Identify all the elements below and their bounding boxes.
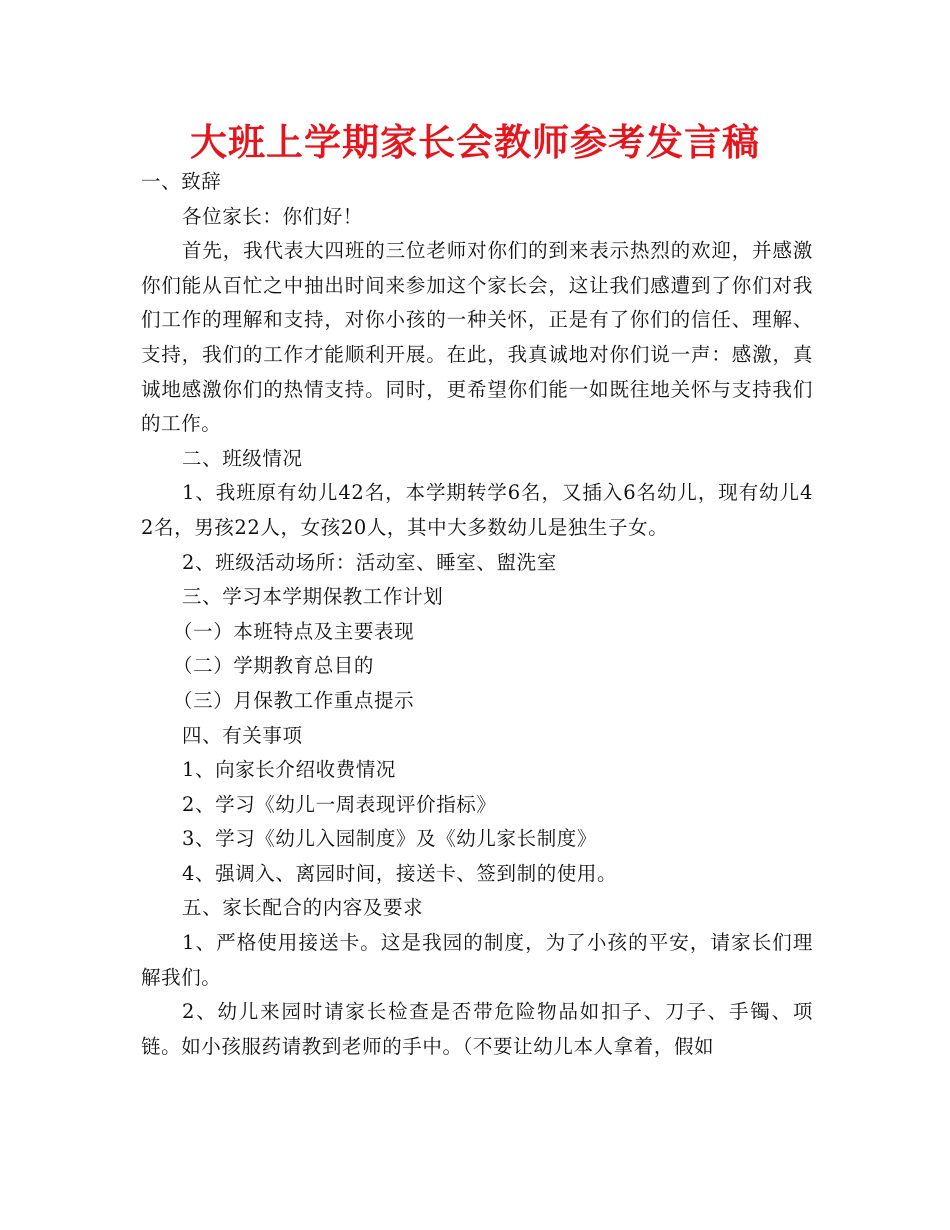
plan-item-2: （二）学期教育总目的 xyxy=(173,654,375,678)
matters-item-4: 4、强调入、离园时间，接送卡、签到制的使用。 xyxy=(182,861,618,885)
section-heading-class-info: 二、班级情况 xyxy=(182,446,303,470)
section-heading-greeting: 一、致辞 xyxy=(141,170,222,193)
class-info-item-1: 1、我班原有幼儿42名，本学期转学6名，又插入6名幼儿，现有幼儿42名，男孩22人，女孩20人，其中大多数幼儿是独生子女。 xyxy=(141,481,813,539)
matters-item-1: 1、向家长介绍收费情况 xyxy=(182,758,397,782)
class-info-item-2: 2、班级活动场所：活动室、睡室、盥洗室 xyxy=(182,550,557,574)
section-heading-cooperation: 五、家长配合的内容及要求 xyxy=(182,896,424,920)
plan-item-1: （一）本班特点及主要表现 xyxy=(173,619,415,643)
plan-item-3: （三）月保教工作重点提示 xyxy=(173,688,415,712)
opening-paragraph: 首先，我代表大四班的三位老师对你们的到来表示热烈的欢迎，并感激你们能从百忙之中抽出时间来参加这个家长会，这让我们感遭到了你们对我们工作的理解和支持，对你小孩的一种关怀，正是有了你们的信任、理解、支持，我们的工作才能顺利开展。在此，我真诚地对你们说一声：感激，真诚地感激你们的热情支持。同时，更希望你们能一如既往地关怀与支持我们的工作。 xyxy=(141,239,813,436)
document-body xyxy=(141,165,813,1064)
matters-item-2: 2、学习《幼儿一周表现评价指标》 xyxy=(182,792,497,816)
section-heading-plan: 三、学习本学期保教工作计划 xyxy=(182,585,444,609)
matters-item-3: 3、学习《幼儿入园制度》及《幼儿家长制度》 xyxy=(182,827,598,851)
cooperation-item-2: 2、幼儿来园时请家长检查是否带危险物品如扣子、刀子、手镯、项链。如小孩服药请教到老师的手中。（不要让幼儿本人拿着，假如 xyxy=(141,1000,813,1058)
cooperation-item-1: 1、严格使用接送卡。这是我园的制度，为了小孩的平安，请家长们理解我们。 xyxy=(141,931,813,989)
salutation: 各位家长：你们好！ xyxy=(182,204,363,228)
document-title: 大班上学期家长会教师参考发言稿 xyxy=(190,121,760,164)
section-heading-matters: 四、有关事项 xyxy=(182,723,303,747)
